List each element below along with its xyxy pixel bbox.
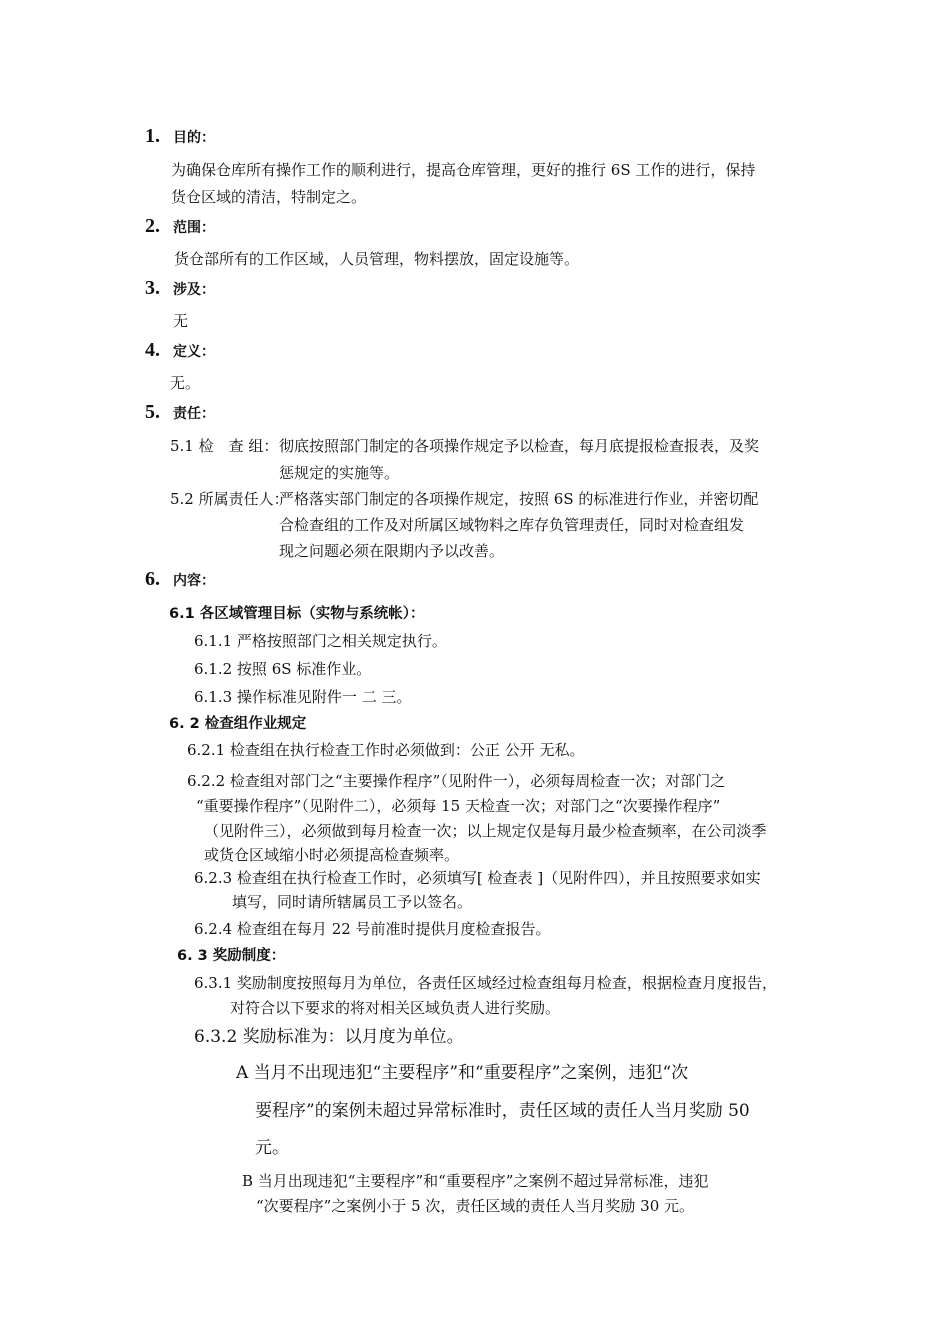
paragraph-line: B 当月出现违犯“主要程序”和“重要程序”之案例不超过异常标准，违犯 xyxy=(242,1172,709,1190)
paragraph-line: A 当月不出现违犯“主要程序”和“重要程序”之案例，违犯“次 xyxy=(236,1063,689,1083)
paragraph-line: 填写，同时请所辖属员工予以签名。 xyxy=(232,893,473,911)
paragraph-line: 要程序”的案例未超过异常标准时，责任区域的责任人当月奖励 50 xyxy=(255,1101,750,1121)
responsibility-label: 5.2 所属责任人： xyxy=(170,490,289,508)
paragraph-line: 或货仓区域缩小时必须提高检查频率。 xyxy=(204,846,460,864)
paragraph-line: “重要操作程序”（见附件二），必须每 15 天检查一次；对部门之“次要操作程序” xyxy=(196,797,721,815)
paragraph-line: 6.3.1 奖励制度按照每月为单位，各责任区域经过检查组每月检查，根据检查月度报告， xyxy=(194,974,777,992)
section-title: 涉及： xyxy=(173,282,215,298)
paragraph-line: 惩规定的实施等。 xyxy=(279,464,400,482)
section-number: 2. xyxy=(145,215,160,237)
paragraph-line: （见附件三），必须做到每月检查一次；以上规定仅是每月最少检查频率，在公司淡季 xyxy=(204,822,767,840)
section-number: 3. xyxy=(145,277,160,299)
section-number: 6. xyxy=(145,568,160,590)
list-item: 6.1.2 按照 6S 标准作业。 xyxy=(194,660,372,678)
paragraph-line: 6.2.2 检查组对部门之“主要操作程序”（见附件一），必须每周检查一次；对部门之 xyxy=(187,772,726,790)
section-number: 5. xyxy=(145,401,160,423)
subsection-title: 6. 2 检查组作业规定 xyxy=(169,716,307,732)
list-item: 6.2.1 检查组在执行检查工作时必须做到：公正 公开 无私。 xyxy=(187,741,585,759)
section-title: 定义： xyxy=(173,344,215,360)
subsection-title: 6. 3 奖励制度： xyxy=(177,948,286,964)
section-number: 4. xyxy=(145,339,160,361)
paragraph-line: 无 xyxy=(173,312,189,330)
list-item: 6.3.2 奖励标准为：以月度为单位。 xyxy=(194,1027,464,1047)
paragraph-line: 货仓区域的清洁，特制定之。 xyxy=(171,188,367,206)
paragraph-line: 元。 xyxy=(255,1138,289,1158)
paragraph-line: 6.2.3 检查组在执行检查工作时，必须填写[ 检查表 ]（见附件四），并且按照要求如实 xyxy=(194,869,761,887)
section-number: 1. xyxy=(145,125,160,147)
paragraph-line: 严格落实部门制定的各项操作规定，按照 6S 的标准进行作业，并密切配 xyxy=(279,490,759,508)
paragraph-line: 无。 xyxy=(170,374,201,392)
paragraph-line: “次要程序”之案例小于 5 次，责任区域的责任人当月奖励 30 元。 xyxy=(256,1197,695,1215)
paragraph-line: 合检查组的工作及对所属区域物料之库存负管理责任，同时对检查组发 xyxy=(279,516,745,534)
section-title: 内容： xyxy=(173,573,215,589)
section-title: 范围： xyxy=(173,220,215,236)
list-item: 6.1.3 操作标准见附件一 二 三。 xyxy=(194,688,412,706)
list-item: 6.1.1 严格按照部门之相关规定执行。 xyxy=(194,632,447,650)
paragraph-line: 彻底按照部门制定的各项操作规定予以检查，每月底提报检查报表，及奖 xyxy=(279,437,760,455)
section-title: 责任： xyxy=(173,406,215,422)
responsibility-label: 5.1 检 查 组： xyxy=(170,437,279,455)
paragraph-line: 对符合以下要求的将对相关区域负责人进行奖励。 xyxy=(230,999,561,1017)
subsection-title: 6.1 各区域管理目标（实物与系统帐）： xyxy=(169,606,425,622)
paragraph-line: 货仓部所有的工作区域，人员管理，物料摆放，固定设施等。 xyxy=(174,250,580,268)
section-title: 目的： xyxy=(173,130,215,146)
paragraph-line: 现之问题必须在限期内予以改善。 xyxy=(279,542,505,560)
paragraph-line: 为确保仓库所有操作工作的顺利进行，提高仓库管理，更好的推行 6S 工作的进行，保持 xyxy=(171,161,756,179)
list-item: 6.2.4 检查组在每月 22 号前准时提供月度检查报告。 xyxy=(194,920,551,938)
